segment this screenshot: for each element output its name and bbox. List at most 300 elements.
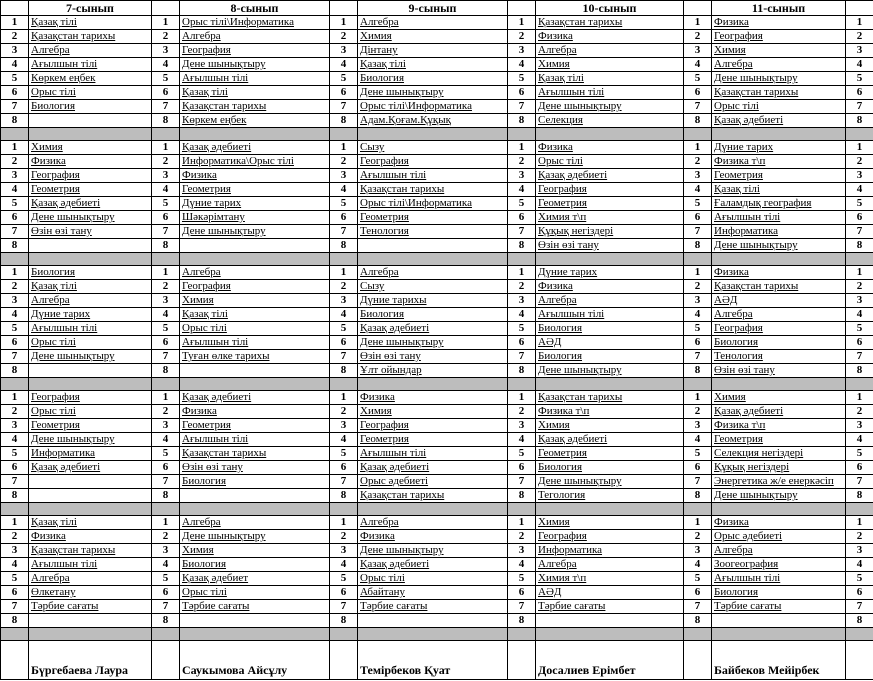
subject-name: Дүние тарих [182, 197, 242, 209]
lesson-number: 6 [684, 86, 712, 100]
subject-cell [536, 169, 684, 183]
subject-cell [180, 336, 330, 350]
separator-cell [152, 503, 180, 516]
subject-name: Орыс тілі [538, 155, 583, 167]
subject-cell [358, 516, 508, 530]
subject-cell [712, 322, 846, 336]
subject-name: Қазақстан тарихы [360, 489, 445, 501]
subject-name: Қазақстан тарихы [538, 16, 623, 28]
lesson-number: 1 [1, 16, 29, 30]
subject-name: Ағылшын тілі [714, 211, 781, 223]
separator-cell [846, 378, 873, 391]
subject-cell [712, 280, 846, 294]
subject-name: Қазақ тілі [31, 16, 77, 28]
lesson-number: 6 [1, 86, 29, 100]
lesson-row [1, 16, 873, 30]
subject-name: Қазақ әдебиеті [360, 322, 430, 334]
subject-name: АӘД [538, 586, 562, 598]
lesson-number: 2 [330, 30, 358, 44]
subject-name: Зоогеография [714, 558, 779, 570]
lesson-number: 7 [330, 225, 358, 239]
lesson-number: 6 [330, 336, 358, 350]
subject-name: Қазақ әдебиеті [182, 391, 252, 403]
subject-cell [180, 294, 330, 308]
lesson-number: 7 [330, 350, 358, 364]
subject-name: Құқық негіздері [538, 225, 614, 237]
separator-cell [330, 378, 358, 391]
lesson-number: 6 [846, 336, 873, 350]
subject-name: Құқық негіздері [714, 461, 790, 473]
subject-name: Биология [714, 336, 759, 348]
lesson-number: 7 [330, 475, 358, 489]
lesson-number: 8 [1, 364, 29, 378]
separator-cell [358, 253, 508, 266]
subject-cell [29, 155, 152, 169]
separator-cell [1, 253, 29, 266]
subject-cell [29, 239, 152, 253]
lesson-row [1, 141, 873, 155]
subject-cell [180, 364, 330, 378]
subject-cell [358, 614, 508, 628]
subject-name: Физика т\п [714, 419, 766, 431]
subject-name: Өзін өзі тану [182, 461, 243, 473]
subject-name: Химия т\п [538, 572, 587, 584]
lesson-number: 5 [508, 572, 536, 586]
subject-cell [358, 16, 508, 30]
lesson-number: 6 [508, 211, 536, 225]
lesson-number: 2 [684, 405, 712, 419]
subject-name: География [538, 183, 587, 195]
schedule-body [1, 16, 873, 680]
lesson-row [1, 239, 873, 253]
subject-cell [358, 239, 508, 253]
lesson-number: 5 [1, 197, 29, 211]
subject-cell [180, 322, 330, 336]
subject-cell [29, 419, 152, 433]
separator-cell [1, 128, 29, 141]
lesson-number: 5 [846, 197, 873, 211]
subject-cell [536, 447, 684, 461]
lesson-number: 2 [330, 405, 358, 419]
lesson-number: 1 [330, 141, 358, 155]
lesson-number: 4 [152, 183, 180, 197]
lesson-number: 2 [846, 155, 873, 169]
lesson-number: 7 [684, 475, 712, 489]
subject-name: Селекция негіздері [714, 447, 804, 459]
subject-cell [712, 308, 846, 322]
separator-cell [29, 128, 152, 141]
subject-cell [358, 266, 508, 280]
lesson-number: 8 [152, 239, 180, 253]
subject-cell [536, 183, 684, 197]
lesson-number: 1 [846, 516, 873, 530]
lesson-row [1, 447, 873, 461]
subject-name: Сызу [360, 280, 385, 292]
subject-cell [536, 141, 684, 155]
subject-cell [29, 30, 152, 44]
subject-cell [29, 280, 152, 294]
lesson-number: 3 [1, 294, 29, 308]
subject-name: Шәкәрімтану [182, 211, 245, 223]
lesson-number: 5 [330, 197, 358, 211]
grade-header-row [1, 1, 873, 16]
subject-name: Химия [182, 544, 214, 556]
subject-name: Ғаламдық география [714, 197, 812, 209]
subject-cell [358, 72, 508, 86]
subject-name: Орыс тілі\Информатика [360, 100, 472, 112]
teacher-blank [152, 641, 180, 680]
subject-cell [29, 211, 152, 225]
subject-cell [29, 16, 152, 30]
separator-cell [1, 503, 29, 516]
subject-cell [712, 197, 846, 211]
subject-name: Алгебра [538, 558, 577, 570]
separator-cell [536, 628, 684, 641]
lesson-number: 6 [1, 211, 29, 225]
lesson-number: 2 [684, 30, 712, 44]
subject-name: География [360, 155, 409, 167]
subject-cell [358, 600, 508, 614]
lesson-number: 1 [1, 516, 29, 530]
subject-name: География [714, 30, 763, 42]
lesson-number: 2 [1, 530, 29, 544]
subject-cell [712, 572, 846, 586]
subject-name: Биология [538, 350, 583, 362]
lesson-number: 4 [684, 58, 712, 72]
subject-name: Қазақ әдебиеті [182, 141, 252, 153]
subject-cell [358, 308, 508, 322]
lesson-row [1, 530, 873, 544]
subject-cell [712, 433, 846, 447]
separator-cell [330, 253, 358, 266]
subject-name: Геометрия [31, 183, 80, 195]
lesson-number: 5 [330, 72, 358, 86]
subject-cell [358, 280, 508, 294]
teacher-blank [330, 641, 358, 680]
separator-cell [358, 128, 508, 141]
lesson-number: 4 [1, 433, 29, 447]
subject-cell [712, 114, 846, 128]
subject-cell [180, 489, 330, 503]
subject-name: Дене шынықтыру [538, 364, 622, 376]
subject-cell [29, 322, 152, 336]
subject-cell [536, 239, 684, 253]
subject-name: Өзін өзі тану [360, 350, 421, 362]
lesson-number: 7 [1, 350, 29, 364]
lesson-number: 1 [152, 391, 180, 405]
subject-name: Алгебра [31, 572, 70, 584]
subject-cell [29, 433, 152, 447]
subject-name: Физика [714, 16, 749, 28]
lesson-number: 3 [1, 44, 29, 58]
lesson-row [1, 114, 873, 128]
lesson-number: 8 [330, 364, 358, 378]
subject-cell [536, 364, 684, 378]
lesson-number: 7 [508, 600, 536, 614]
subject-name: Орыс тілі [714, 100, 759, 112]
subject-name: Физика [538, 141, 573, 153]
lesson-number: 1 [152, 141, 180, 155]
separator-cell [536, 253, 684, 266]
lesson-number: 1 [508, 391, 536, 405]
subject-cell [29, 489, 152, 503]
subject-cell [712, 614, 846, 628]
num-header [152, 1, 180, 16]
lesson-number: 2 [152, 530, 180, 544]
lesson-row [1, 475, 873, 489]
subject-cell [536, 58, 684, 72]
subject-cell [712, 44, 846, 58]
lesson-number: 5 [330, 572, 358, 586]
lesson-number: 1 [330, 16, 358, 30]
lesson-number: 6 [508, 86, 536, 100]
lesson-row [1, 600, 873, 614]
subject-name: Қазақ әдебиеті [360, 558, 430, 570]
lesson-number: 3 [846, 544, 873, 558]
teacher-blank [508, 641, 536, 680]
lesson-row [1, 155, 873, 169]
separator-cell [358, 378, 508, 391]
subject-cell [712, 475, 846, 489]
lesson-number: 1 [684, 141, 712, 155]
subject-name: Дінтану [360, 44, 398, 56]
subject-cell [180, 516, 330, 530]
lesson-number: 6 [330, 211, 358, 225]
separator-cell [180, 253, 330, 266]
subject-cell [29, 572, 152, 586]
subject-name: Дене шынықтыру [360, 86, 444, 98]
lesson-number: 7 [684, 225, 712, 239]
subject-name: Биология [538, 461, 583, 473]
lesson-number: 4 [684, 308, 712, 322]
subject-cell [180, 447, 330, 461]
subject-name: Дене шынықтыру [31, 433, 115, 445]
lesson-number: 7 [846, 350, 873, 364]
lesson-number: 1 [508, 266, 536, 280]
lesson-number: 6 [152, 461, 180, 475]
lesson-number: 1 [846, 391, 873, 405]
subject-name: География [182, 280, 231, 292]
lesson-row [1, 391, 873, 405]
subject-name: Өзін өзі тану [31, 225, 92, 237]
lesson-number: 7 [508, 475, 536, 489]
lesson-number: 3 [152, 44, 180, 58]
lesson-number: 3 [152, 169, 180, 183]
lesson-number: 4 [508, 433, 536, 447]
subject-name: Физика т\п [538, 405, 590, 417]
lesson-number: 8 [1, 614, 29, 628]
subject-cell [536, 461, 684, 475]
subject-cell [536, 211, 684, 225]
separator-cell [29, 503, 152, 516]
lesson-number: 5 [684, 447, 712, 461]
lesson-number: 2 [1, 155, 29, 169]
subject-cell [29, 44, 152, 58]
lesson-number: 7 [152, 100, 180, 114]
lesson-number: 2 [1, 30, 29, 44]
subject-cell [180, 114, 330, 128]
lesson-number: 1 [1, 391, 29, 405]
lesson-number: 8 [330, 489, 358, 503]
lesson-number: 7 [684, 600, 712, 614]
lesson-number: 7 [152, 350, 180, 364]
subject-cell [358, 461, 508, 475]
subject-name: Қазақстан тарихы [714, 86, 799, 98]
lesson-number: 5 [152, 322, 180, 336]
subject-cell [180, 572, 330, 586]
subject-name: Физика [182, 405, 217, 417]
subject-name: Химия [714, 44, 746, 56]
lesson-number: 4 [152, 308, 180, 322]
subject-cell [29, 86, 152, 100]
grade-header-10: 10-сынып [536, 1, 684, 16]
lesson-number: 3 [508, 44, 536, 58]
lesson-row [1, 197, 873, 211]
subject-name: Химия [538, 516, 570, 528]
subject-cell [180, 308, 330, 322]
separator-cell [1, 628, 29, 641]
separator-cell [846, 628, 873, 641]
subject-name: Информатика [31, 447, 96, 459]
subject-cell [358, 100, 508, 114]
lesson-number: 7 [1, 100, 29, 114]
subject-name: Дене шынықтыру [714, 72, 798, 84]
subject-cell [536, 86, 684, 100]
lesson-row [1, 280, 873, 294]
subject-cell [358, 364, 508, 378]
subject-name: Геометрия [182, 419, 231, 431]
subject-name: Ағылшын тілі [31, 322, 98, 334]
lesson-row [1, 100, 873, 114]
subject-name: Ағылшын тілі [31, 58, 98, 70]
lesson-number: 8 [152, 364, 180, 378]
subject-cell [29, 336, 152, 350]
subject-cell [29, 544, 152, 558]
subject-name: Орыс тілі [31, 86, 76, 98]
lesson-number: 1 [1, 141, 29, 155]
subject-cell [536, 294, 684, 308]
separator-cell [684, 128, 712, 141]
lesson-number: 3 [508, 544, 536, 558]
lesson-number: 1 [846, 16, 873, 30]
lesson-number: 4 [1, 558, 29, 572]
subject-cell [358, 391, 508, 405]
subject-cell [712, 239, 846, 253]
lesson-number: 2 [152, 405, 180, 419]
lesson-number: 5 [684, 572, 712, 586]
lesson-number: 8 [508, 114, 536, 128]
lesson-number: 6 [684, 211, 712, 225]
subject-name: Тәрбие сағаты [182, 600, 250, 612]
subject-cell [712, 489, 846, 503]
subject-name: Физика [538, 280, 573, 292]
subject-name: Қазақ әдебиеті [538, 433, 608, 445]
subject-cell [180, 558, 330, 572]
subject-cell [29, 530, 152, 544]
subject-name: Биология [31, 100, 76, 112]
subject-name: Информатика [714, 225, 779, 237]
lesson-number: 7 [684, 100, 712, 114]
lesson-number: 8 [1, 489, 29, 503]
subject-name: Дүние тарих [31, 308, 91, 320]
lesson-number: 7 [1, 225, 29, 239]
lesson-number: 7 [152, 225, 180, 239]
day-separator [1, 628, 873, 641]
subject-cell [180, 30, 330, 44]
subject-name: Геометрия [538, 197, 587, 209]
lesson-number: 1 [684, 516, 712, 530]
subject-name: География [538, 530, 587, 542]
lesson-row [1, 294, 873, 308]
subject-name: Қазақ әдебиеті [714, 405, 784, 417]
subject-cell [536, 489, 684, 503]
lesson-number: 6 [152, 211, 180, 225]
subject-cell [536, 308, 684, 322]
subject-cell [712, 225, 846, 239]
lesson-number: 7 [508, 350, 536, 364]
lesson-number: 1 [508, 141, 536, 155]
separator-cell [152, 628, 180, 641]
subject-cell [180, 58, 330, 72]
subject-name: Ағылшын тілі [182, 336, 249, 348]
lesson-number: 6 [152, 86, 180, 100]
lesson-number: 7 [684, 350, 712, 364]
subject-cell [536, 586, 684, 600]
subject-name: Геометрия [538, 447, 587, 459]
subject-cell [712, 266, 846, 280]
subject-name: Қазақстан тарихы [538, 391, 623, 403]
lesson-number: 2 [508, 405, 536, 419]
teachers-row [1, 641, 873, 680]
separator-cell [29, 253, 152, 266]
subject-cell [358, 30, 508, 44]
lesson-number: 8 [846, 114, 873, 128]
lesson-number: 2 [1, 405, 29, 419]
teacher-blank [1, 641, 29, 680]
day-separator [1, 253, 873, 266]
subject-cell [536, 280, 684, 294]
subject-cell [536, 44, 684, 58]
lesson-number: 6 [1, 461, 29, 475]
subject-name: География [360, 419, 409, 431]
subject-cell [180, 211, 330, 225]
lesson-number: 6 [1, 336, 29, 350]
lesson-number: 3 [152, 294, 180, 308]
lesson-number: 8 [846, 614, 873, 628]
subject-cell [536, 225, 684, 239]
subject-cell [180, 225, 330, 239]
lesson-number: 7 [508, 225, 536, 239]
separator-cell [846, 253, 873, 266]
subject-cell [536, 266, 684, 280]
separator-cell [712, 503, 846, 516]
lesson-row [1, 169, 873, 183]
lesson-number: 2 [684, 530, 712, 544]
subject-name: Сызу [360, 141, 385, 153]
lesson-row [1, 364, 873, 378]
subject-name: Дене шынықтыру [360, 544, 444, 556]
subject-cell [712, 169, 846, 183]
separator-cell [846, 128, 873, 141]
subject-name: Дүние тарих [714, 141, 774, 153]
subject-name: Физика [360, 391, 395, 403]
lesson-number: 4 [846, 58, 873, 72]
subject-cell [180, 461, 330, 475]
subject-name: Химия [714, 391, 746, 403]
subject-cell [358, 405, 508, 419]
subject-cell [712, 544, 846, 558]
subject-cell [180, 475, 330, 489]
